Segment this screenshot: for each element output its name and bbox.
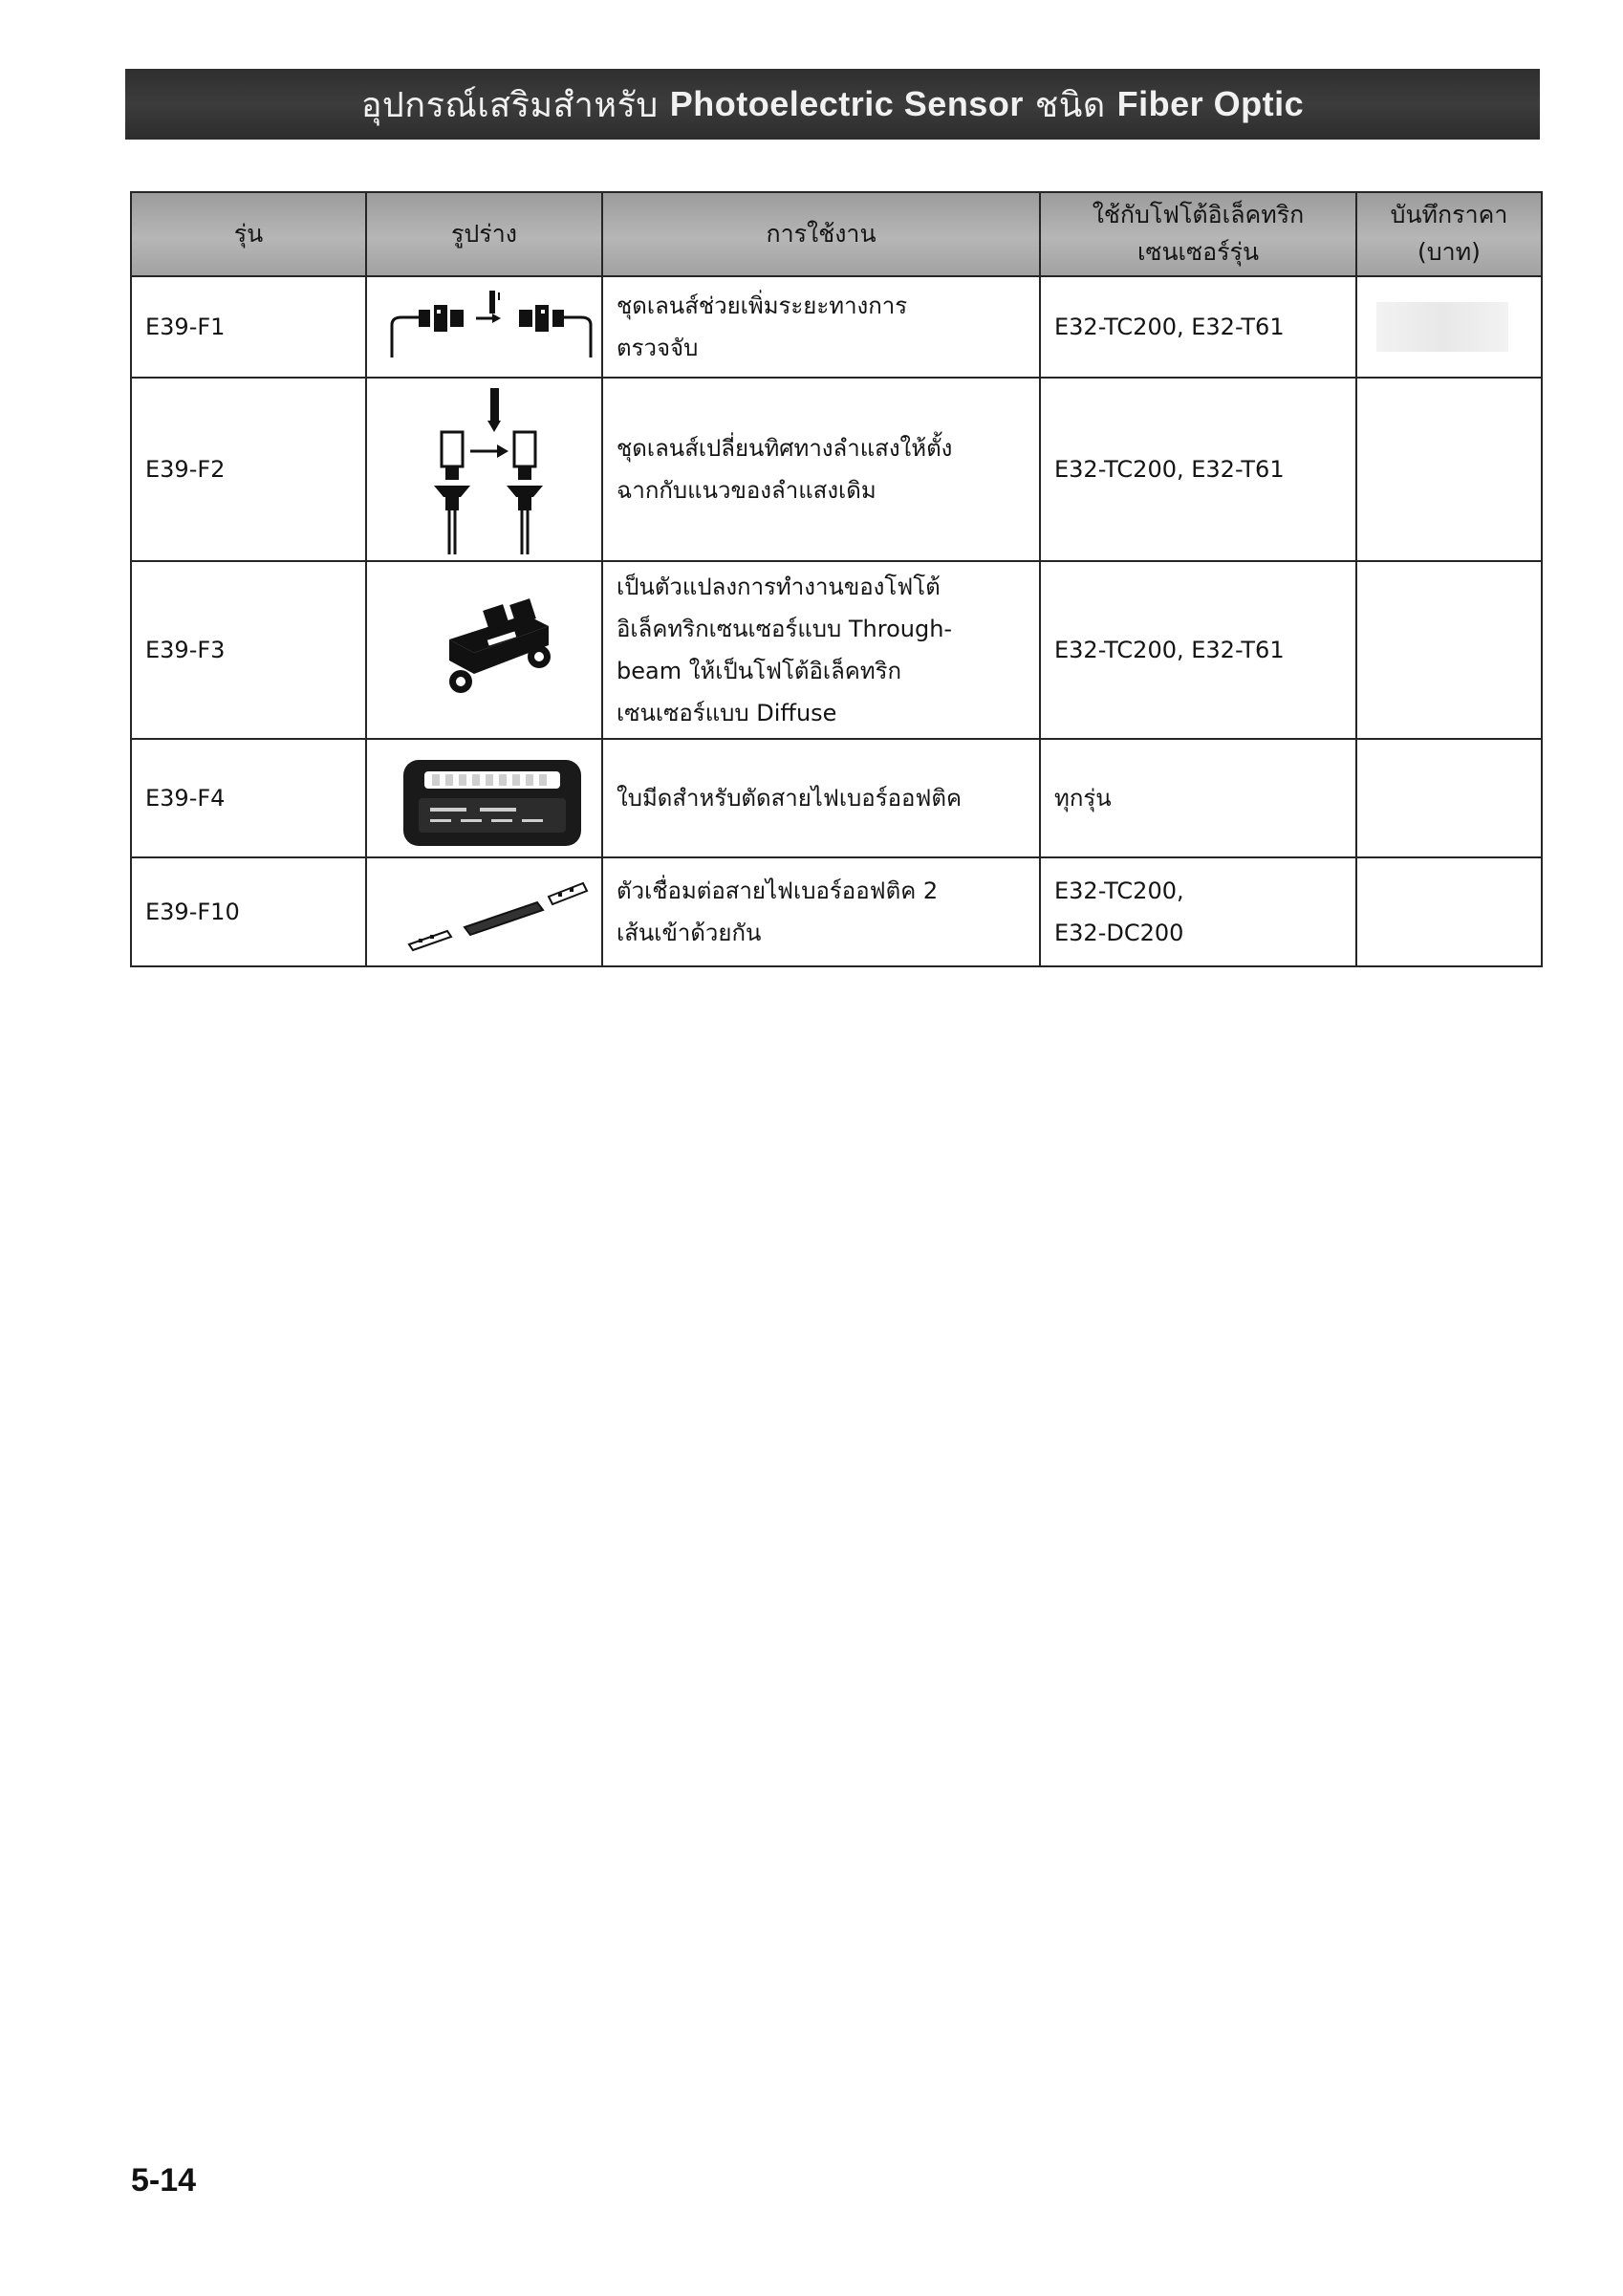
col-header-compat-line2: เซนเซอร์รุ่น — [1136, 238, 1260, 266]
price-cell — [1356, 561, 1542, 739]
usage-line: ตรวจจับ — [617, 335, 699, 361]
col-header-usage: การใช้งาน — [602, 192, 1040, 276]
page-title — [125, 69, 1540, 140]
compat-cell: E32-TC200, E32-T61 — [1040, 276, 1356, 378]
usage-line: เป็นตัวแปลงการทำงานของโฟโต้ — [617, 574, 941, 600]
price-cell — [1356, 739, 1542, 857]
table-row — [131, 739, 1542, 857]
usage-line: beam ให้เป็นโฟโต้อิเล็คทริก — [617, 658, 902, 684]
usage-cell — [602, 857, 1040, 966]
usage-line: ใบมีดสำหรับตัดสายไฟเบอร์ออฟติค — [617, 785, 963, 812]
accessory-table — [130, 191, 1543, 967]
shape-cell — [366, 378, 602, 561]
compat-cell: E32-TC200, E32-T61 — [1040, 561, 1356, 739]
model-cell: E39-F3 — [131, 561, 366, 739]
col-header-model: รุ่น — [131, 192, 366, 276]
usage-line: ชุดเลนส์ช่วยเพิ่มระยะทางการ — [617, 292, 908, 319]
col-header-compat-line1: ใช้กับโฟโต้อิเล็คทริก — [1092, 201, 1305, 229]
usage-line: ตัวเชื่อมต่อสายไฟเบอร์ออฟติค 2 — [617, 877, 939, 904]
title-prefix: อุปกรณ์เสริมสำหรับ — [360, 85, 659, 125]
shape-cell — [366, 561, 602, 739]
price-cell — [1356, 276, 1542, 378]
price-cell — [1356, 378, 1542, 561]
table-header-row — [131, 192, 1542, 276]
title-suffix: Fiber Optic — [1116, 84, 1305, 123]
model-cell: E39-F1 — [131, 276, 366, 378]
side-view-unit-icon — [380, 382, 602, 556]
usage-line: ชุดเลนส์เปลี่ยนทิศทางลำแสงให้ตั้ง — [617, 435, 953, 462]
usage-line: ฉากกับแนวของลำแสงเดิม — [617, 477, 876, 504]
table-row — [131, 276, 1542, 378]
lens-unit-icon — [380, 289, 602, 365]
table-row — [131, 378, 1542, 561]
table-row — [131, 561, 1542, 739]
title-mid: ชนิด — [1034, 85, 1106, 125]
fiber-connector-icon — [380, 868, 602, 956]
usage-cell — [602, 739, 1040, 857]
col-header-shape: รูปร่าง — [366, 192, 602, 276]
col-header-compat — [1040, 192, 1356, 276]
usage-line: อิเล็คทริกเซนเซอร์แบบ Through- — [617, 616, 953, 642]
shape-cell — [366, 739, 602, 857]
usage-cell — [602, 378, 1040, 561]
price-redaction — [1376, 302, 1508, 352]
model-cell: E39-F4 — [131, 739, 366, 857]
shape-cell — [366, 276, 602, 378]
compat-line: E32-TC200, — [1054, 877, 1184, 904]
col-header-price — [1356, 192, 1542, 276]
compat-cell: ทุกรุ่น — [1040, 739, 1356, 857]
page-number: 5-14 — [131, 2162, 197, 2199]
model-cell: E39-F10 — [131, 857, 366, 966]
model-cell: E39-F2 — [131, 378, 366, 561]
col-header-price-line1: บันทึกราคา — [1390, 201, 1508, 229]
usage-cell — [602, 561, 1040, 739]
usage-cell — [602, 276, 1040, 378]
table-row — [131, 857, 1542, 966]
compat-cell: E32-TC200, E32-T61 — [1040, 378, 1356, 561]
shape-cell — [366, 857, 602, 966]
reflective-unit-icon — [380, 597, 602, 703]
usage-line: เซนเซอร์แบบ Diffuse — [617, 700, 837, 726]
price-cell — [1356, 857, 1542, 966]
fiber-cutter-icon — [380, 745, 602, 852]
title-main: Photoelectric Sensor — [669, 84, 1024, 123]
compat-line: E32-DC200 — [1054, 920, 1184, 946]
col-header-price-line2: (บาท) — [1417, 238, 1481, 266]
usage-line: เส้นเข้าด้วยกัน — [617, 920, 762, 946]
compat-cell — [1040, 857, 1356, 966]
